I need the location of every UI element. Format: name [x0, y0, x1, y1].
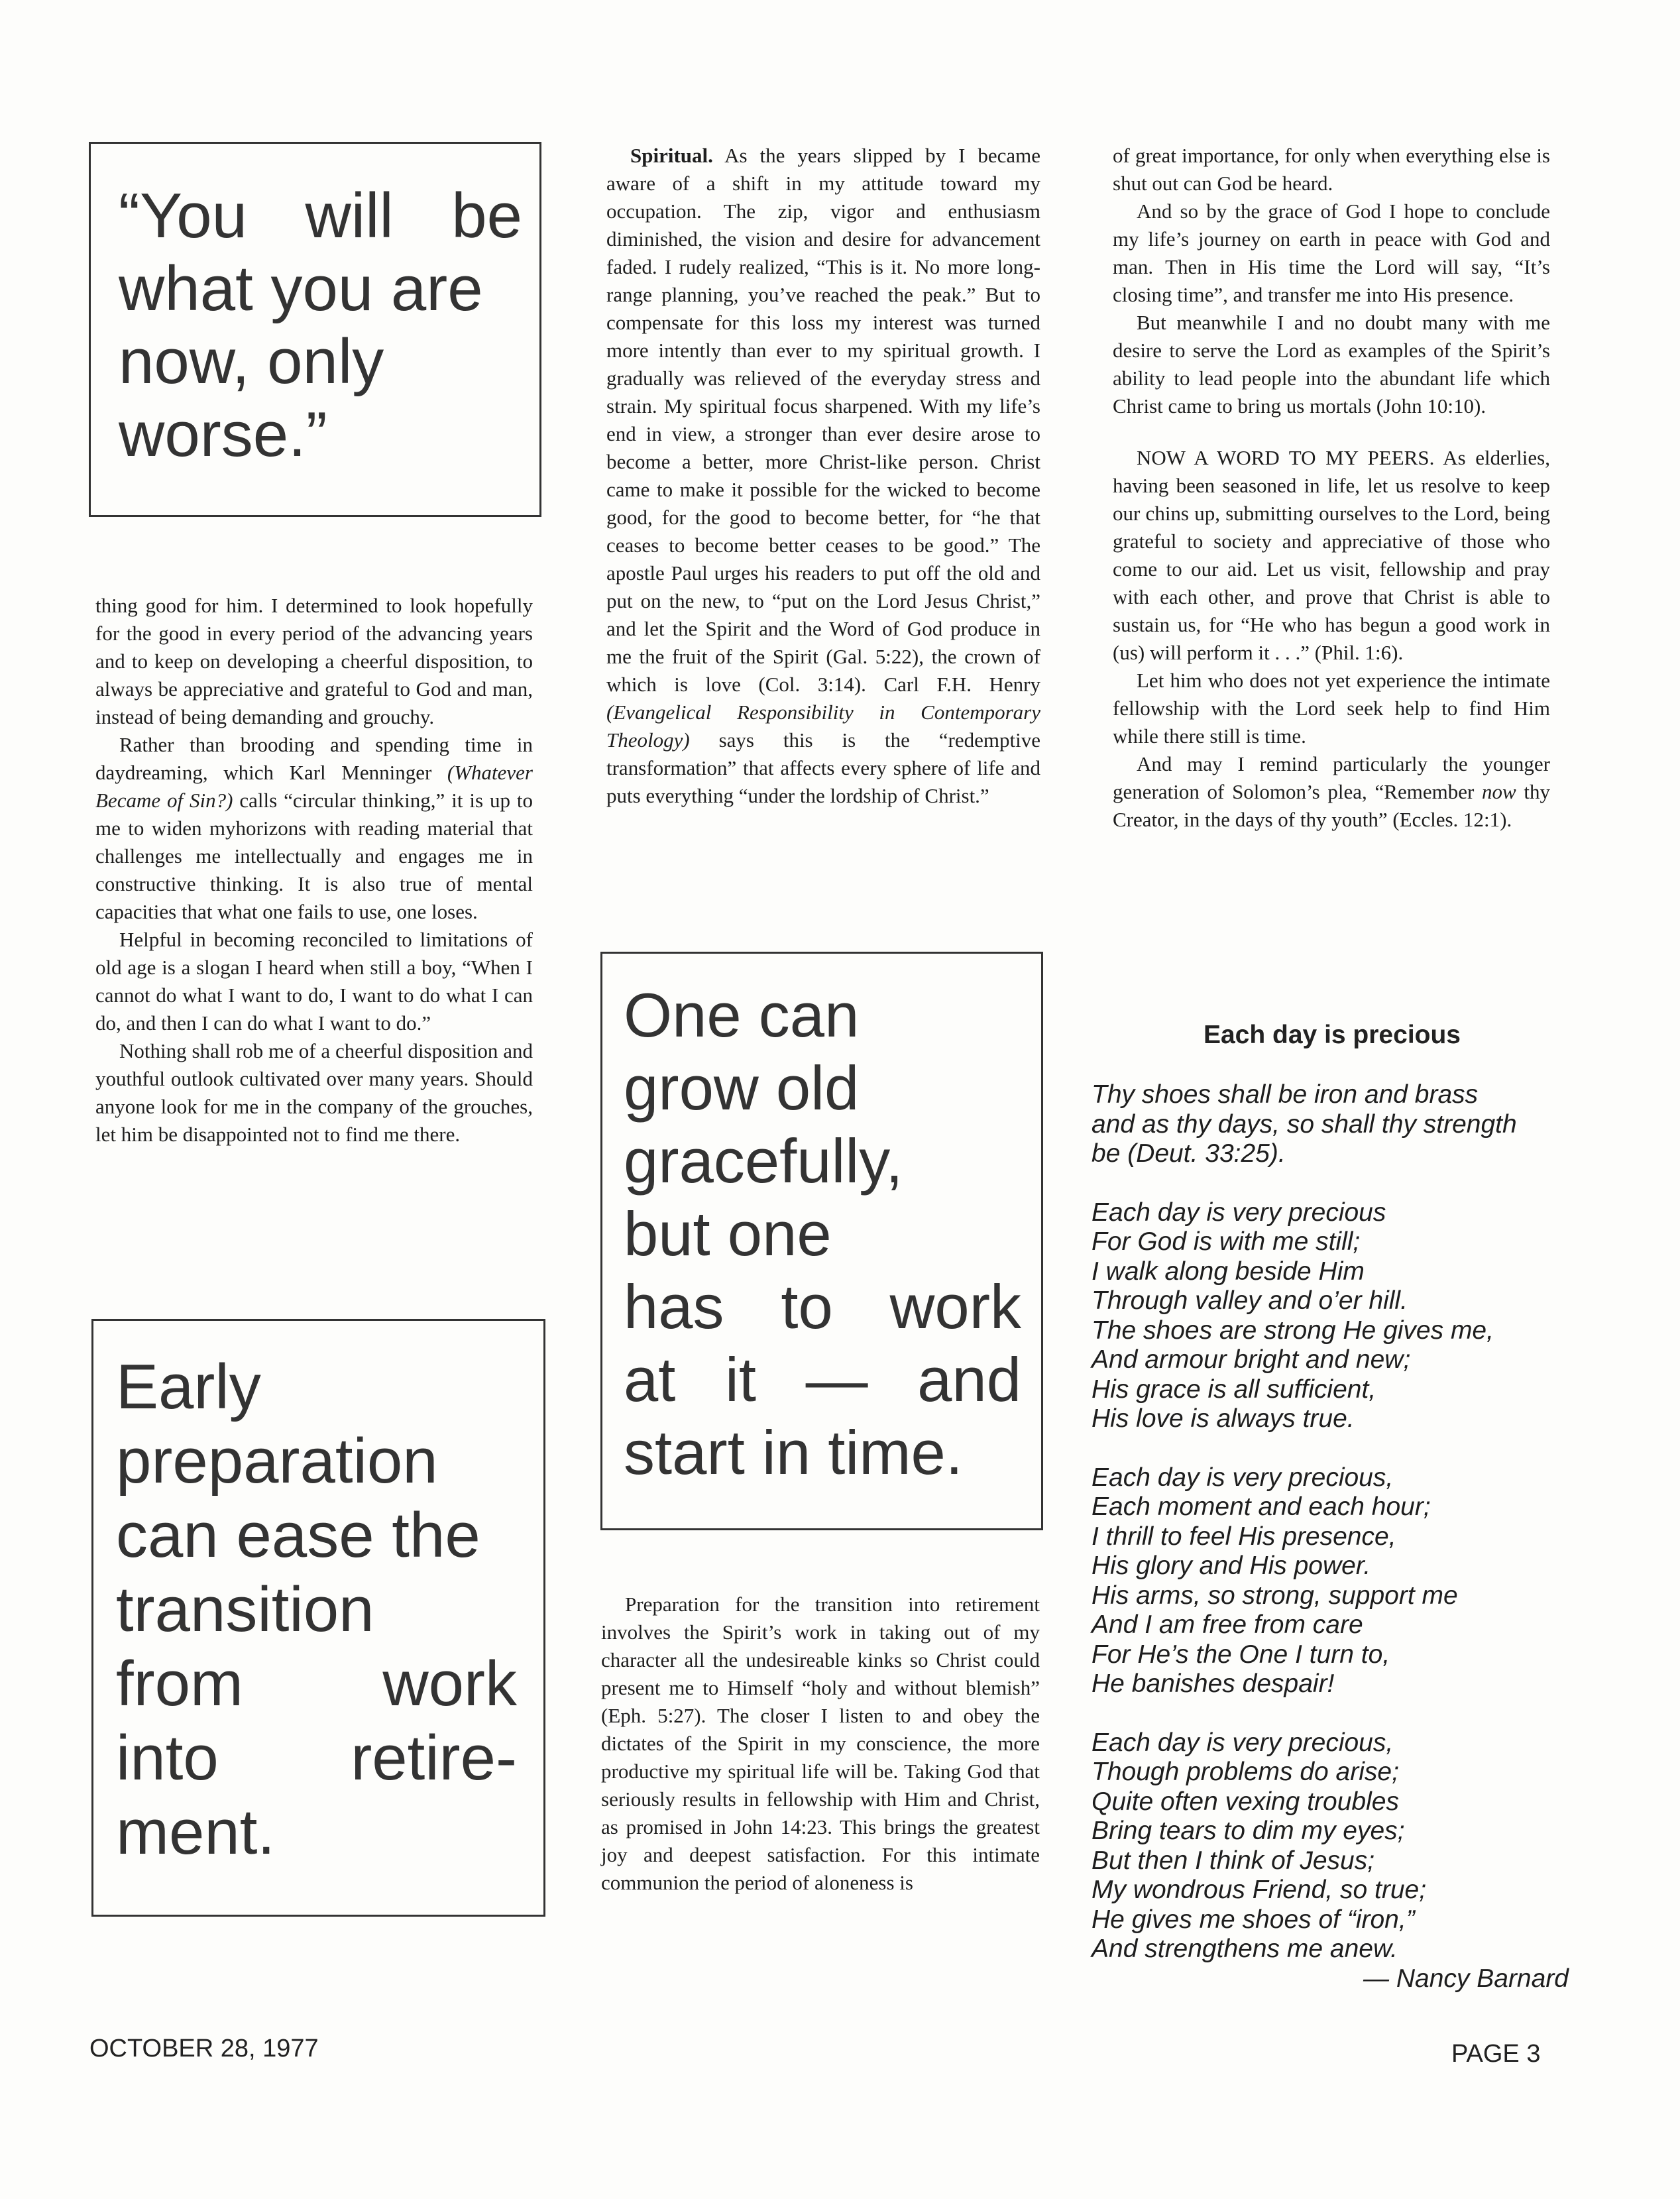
- pull-quote-2: [600, 952, 1043, 1530]
- poem-stanza-2: [1092, 1463, 1569, 1699]
- pull-quote-3: [91, 1319, 545, 1917]
- paragraph: Nothing shall rob me of a cheerful disposition and youthful outlook cultivated over many years. Should anyone look for me in the company of the grouches, let him be disappointed not to find me there.: [95, 1039, 533, 1146]
- poem-line: For God is with me still;: [1092, 1227, 1361, 1256]
- paragraph: NOW A WORD TO MY PEERS. As elderlies, having been seasoned in life, let us resolve to keep our chins up, submitting ourselves to the Lord, being grateful to society and appreciative of those who come to our aid. Let us visit, fellowship and pray with each other, and prove that Christ is able to sustain us, for “He who has begun a good work in (us) will perform it . . .” (Phil. 1:6).: [1113, 446, 1550, 664]
- pull-quote-1-line: worse.”: [119, 399, 327, 470]
- poem-line: Thy shoes shall be iron and brass: [1092, 1080, 1479, 1109]
- poem-line: I thrill to feel His presence,: [1092, 1522, 1396, 1551]
- poem-title: Each day is precious: [1203, 1021, 1461, 1049]
- column-1-text: [95, 592, 533, 1149]
- poem-line: Each day is very precious,: [1092, 1463, 1394, 1492]
- poem-line: His glory and His power.: [1092, 1551, 1371, 1580]
- pull-quote-1: [89, 142, 541, 517]
- pull-quote-3-line: Early: [116, 1351, 261, 1422]
- paragraph: thing good for him. I determined to look hopefully for the good in every period of the advancing years and to keep on developing a cheerful disposition, to always be appreciative and grateful to God and man, instead of being demanding and grouchy.: [95, 594, 533, 728]
- pull-quote-2-line: has to work: [624, 1272, 1021, 1341]
- page-number: PAGE 3: [1451, 2040, 1541, 2068]
- poem-line: Through valley and o’er hill.: [1092, 1286, 1408, 1315]
- poem-line: My wondrous Friend, so true;: [1092, 1876, 1427, 1904]
- poem-line: Quite often vexing troubles: [1092, 1787, 1399, 1816]
- poem-line: His grace is all sufficient,: [1092, 1375, 1376, 1404]
- poem-line: I walk along beside Him: [1092, 1257, 1365, 1286]
- poem-line: But then I think of Jesus;: [1092, 1846, 1375, 1875]
- pull-quote-3-line: ment.: [116, 1797, 276, 1868]
- poem-line: Each day is very precious: [1092, 1198, 1386, 1227]
- poem-stanza-1: [1092, 1198, 1569, 1434]
- pull-quote-2-line: One can: [624, 980, 860, 1050]
- poem-line: And armour bright and new;: [1092, 1345, 1411, 1374]
- emphasis: now: [1481, 780, 1516, 803]
- paragraph: And may I remind particularly the younger generation of Solomon’s plea, “Remember now thy Creator, in the days of thy youth” (Eccles. 12:1).: [1113, 752, 1550, 831]
- pull-quote-3-line: preparation: [116, 1426, 438, 1496]
- poem-line: His arms, so strong, support me: [1092, 1581, 1458, 1610]
- paragraph: Preparation for the transition into retirement involves the Spirit’s work in taking out of my character all the undesireable kinks so Christ could present me to Himself “holy and without blemish” (Eph. 5:27). The closer I listen to and obey the dictates of the Spirit in my conscience, the more productive my spiritual life will be. Taking God that seriously results in fellowship with Him and Christ, as promised in John 14:23. This brings the greatest joy and deepest satisfaction. For this intimate communion the period of aloneness is: [601, 1593, 1040, 1894]
- poem-line: And I am free from care: [1092, 1610, 1363, 1639]
- poem-line: Bring tears to dim my eyes;: [1092, 1817, 1405, 1845]
- poem-line: He gives me shoes of “iron,”: [1092, 1905, 1415, 1934]
- pull-quote-3-line: can ease the: [116, 1500, 480, 1571]
- poem-line: His love is always true.: [1092, 1404, 1355, 1433]
- issue-date: OCTOBER 28, 1977: [89, 2035, 319, 2062]
- poem-line: be (Deut. 33:25).: [1092, 1139, 1286, 1168]
- pull-quote-2-line: but one: [624, 1199, 832, 1269]
- paragraph: of great importance, for only when everything else is shut out can God be heard.: [1113, 144, 1550, 195]
- poem: [1092, 1080, 1569, 1994]
- poem-line: Though problems do arise;: [1092, 1758, 1399, 1786]
- pull-quote-3-line: into retire-: [116, 1722, 517, 1793]
- pull-quote-2-line: grow old: [624, 1053, 860, 1123]
- pull-quote-1-line: what you are: [119, 253, 483, 324]
- poem-line: The shoes are strong He gives me,: [1092, 1316, 1494, 1345]
- poem-line: and as thy days, so shall thy strength: [1092, 1109, 1517, 1139]
- paragraph: Helpful in becoming reconciled to limitations of old age is a slogan I heard when still a boy, “When I cannot do what I want to do, I want to do what I can do, and then I can do what I want to do.”: [95, 928, 533, 1035]
- pull-quote-2-line: at it — and: [624, 1345, 1021, 1414]
- column-2-lower-text: [601, 1591, 1040, 1897]
- paragraph: Spiritual. As the years slipped by I became aware of a shift in my attitude toward my occupation. The zip, vigor and enthusiasm diminished, the vision and desire for advancement faded. I rudely realized, “This is it. No more long-range planning, you’ve reached the peak.” But to compensate for this loss my interest was turned more intently than ever to my spiritual growth. I gradually was relieved of the everyday stress and strain. My spiritual focus sharpened. With my life’s end in view, a stronger than ever desire arose to become a better, more Christ-like person. Christ came to make it possible for the wicked to become good, for the good to become better, for “he that ceases to become better ceases to be good.” The apostle Paul urges his readers to put off the old and put on the new, to “put on the Lord Jesus Christ,” and let the Spirit and the Word of God produce in me the fruit of the Spirit (Gal. 5:22), the crown of which is love (Col. 3:14). Carl F.H. Henry (Evangelical Responsibility in Contemporary Theology) says this is the “redemptive transformation” that affects every sphere of life and puts everything “under the lordship of Christ.”: [606, 144, 1040, 807]
- poem-epigraph: [1092, 1080, 1569, 1169]
- section-lead: Spiritual.: [630, 144, 713, 167]
- column-2-text: [606, 142, 1040, 810]
- paragraph: But meanwhile I and no doubt many with me desire to serve the Lord as examples of the Spirit’s ability to lead people into the abundant life which Christ came to bring us mortals (John 10:10).: [1113, 311, 1550, 418]
- poem-line: For He’s the One I turn to,: [1092, 1640, 1390, 1669]
- poem-author: — Nancy Barnard: [1363, 1964, 1569, 1993]
- pull-quote-3-line: from work: [116, 1648, 517, 1719]
- poem-line: And strengthens me anew.: [1092, 1935, 1398, 1963]
- poem-line: Each day is very precious,: [1092, 1728, 1394, 1757]
- poem-line: Each moment and each hour;: [1092, 1493, 1431, 1521]
- pull-quote-3-line: transition: [116, 1574, 374, 1645]
- book-title: (Evangelical Responsibility in Contemporary Theology): [606, 701, 1040, 752]
- book-title: (Whatever Became of Sin?): [95, 761, 533, 812]
- poem-stanza-3: [1092, 1728, 1569, 1964]
- paragraph: And so by the grace of God I hope to conclude my life’s journey on earth in peace with God and man. Then in His time the Lord will say, “It’s closing time”, and transfer me into His presence.: [1113, 199, 1550, 306]
- pull-quote-1-line: “You will be: [119, 180, 522, 251]
- paragraph: Rather than brooding and spending time in daydreaming, which Karl Menninger (Whatever Became of Sin?) calls “circular thinking,” it is up to me to widen myhorizons with reading material that challenges me intellectually and engages me in constructive thinking. It is also true of mental capacities that what one fails to use, one loses.: [95, 733, 533, 923]
- pull-quote-2-line: gracefully,: [624, 1126, 903, 1196]
- pull-quote-2-line: start in time.: [624, 1418, 963, 1487]
- paragraph: Let him who does not yet experience the intimate fellowship with the Lord seek help to find Him while there still is time.: [1113, 669, 1550, 748]
- poem-line: He banishes despair!: [1092, 1669, 1335, 1698]
- pull-quote-1-line: now, only: [119, 326, 384, 397]
- column-3-text: [1113, 142, 1550, 834]
